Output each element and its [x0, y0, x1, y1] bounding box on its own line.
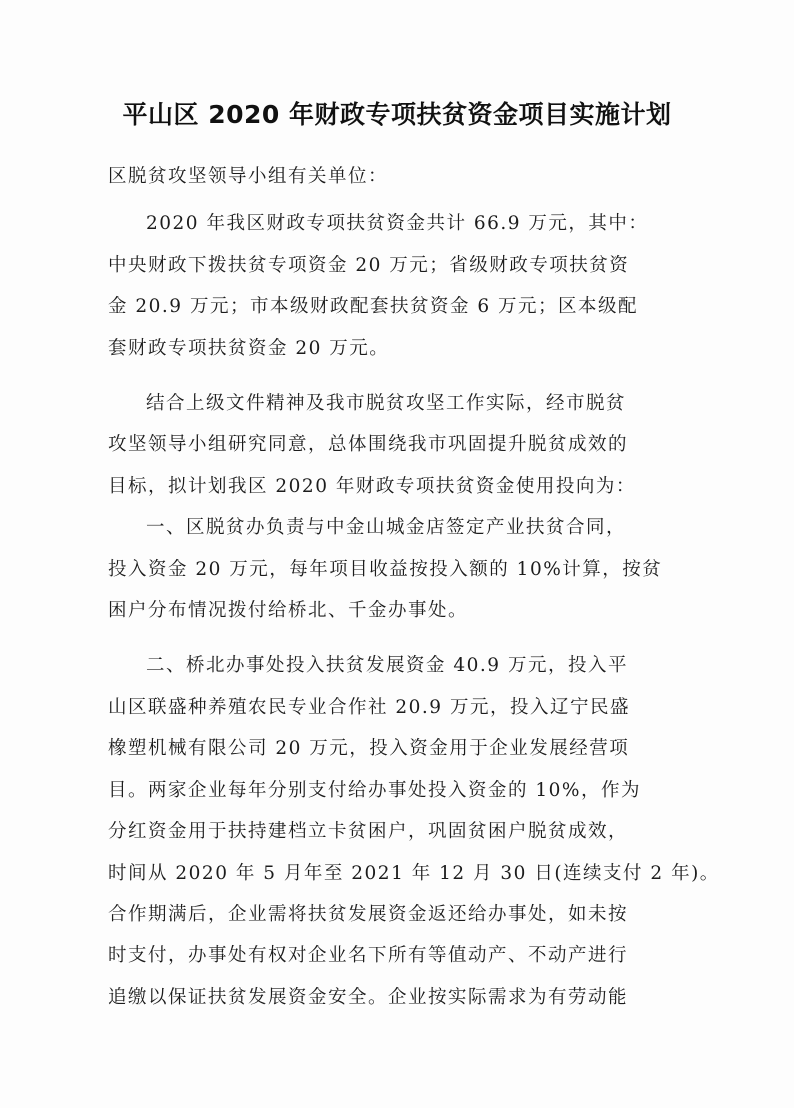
document-body [108, 156, 720, 1018]
paragraph-4-line-3: 橡塑机械有限公司 20 万元，投入资金用于企业发展经营项 [108, 738, 630, 760]
paragraph-2-line-3: 目标，拟计划我区 2020 年财政专项扶贫资金使用投向为： [108, 475, 636, 497]
paragraph-1-line-3: 金 20.9 万元；市本级财政配套扶贫资金 6 万元；区本级配 [108, 296, 638, 318]
paragraph-4-line-9: 追缴以保证扶贫发展资金安全。企业按实际需求为有劳动能 [108, 986, 629, 1008]
document-title: 平山区 2020 年财政专项扶贫资金项目实施计划 [122, 100, 672, 129]
paragraph-3-line-2: 投入资金 20 万元，每年项目收益按投入额的 10%计算，按贫 [108, 558, 663, 580]
paragraph-4-line-8: 时支付，办事处有权对企业名下所有等值动产、不动产进行 [108, 945, 629, 967]
paragraph-4-line-7: 合作期满后，企业需将扶贫发展资金返还给办事处，如未按 [108, 903, 629, 925]
paragraph-1-line-2: 中央财政下拨扶贫专项资金 20 万元；省级财政专项扶贫资 [108, 254, 630, 276]
paragraph-1-line-4: 套财政专项扶贫资金 20 万元。 [108, 337, 390, 359]
paragraph-4-line-5: 分红资金用于扶持建档立卡贫困户，巩固贫困户脱贫成效， [108, 821, 629, 843]
paragraph-2-line-1: 结合上级文件精神及我市脱贫攻坚工作实际，经市脱贫 [146, 393, 627, 415]
paragraph-2-line-2: 攻坚领导小组研究同意，总体围绕我市巩固提升脱贫成效的 [108, 434, 629, 456]
paragraph-4-line-6: 时间从 2020 年 5 月年至 2021 年 12 月 30 日(连续支付 2 年)。 [108, 862, 720, 884]
paragraph-3-line-1: 一、区脱贫办负责与中金山城金店签定产业扶贫合同， [146, 517, 627, 539]
paragraph-4-line-1: 二、桥北办事处投入扶贫发展资金 40.9 万元，投入平 [146, 655, 628, 677]
paragraph-4-line-4: 目。两家企业每年分别支付给办事处投入资金的 10%，作为 [108, 779, 642, 801]
paragraph-1-line-1: 2020 年我区财政专项扶贫资金共计 66.9 万元，其中： [146, 213, 649, 235]
salutation: 区脱贫攻坚领导小组有关单位： [108, 166, 389, 187]
paragraph-3-line-3: 困户分布情况拨付给桥北、千金办事处。 [108, 600, 469, 622]
paragraph-4-line-2: 山区联盛种养殖农民专业合作社 20.9 万元，投入辽宁民盛 [108, 696, 630, 718]
